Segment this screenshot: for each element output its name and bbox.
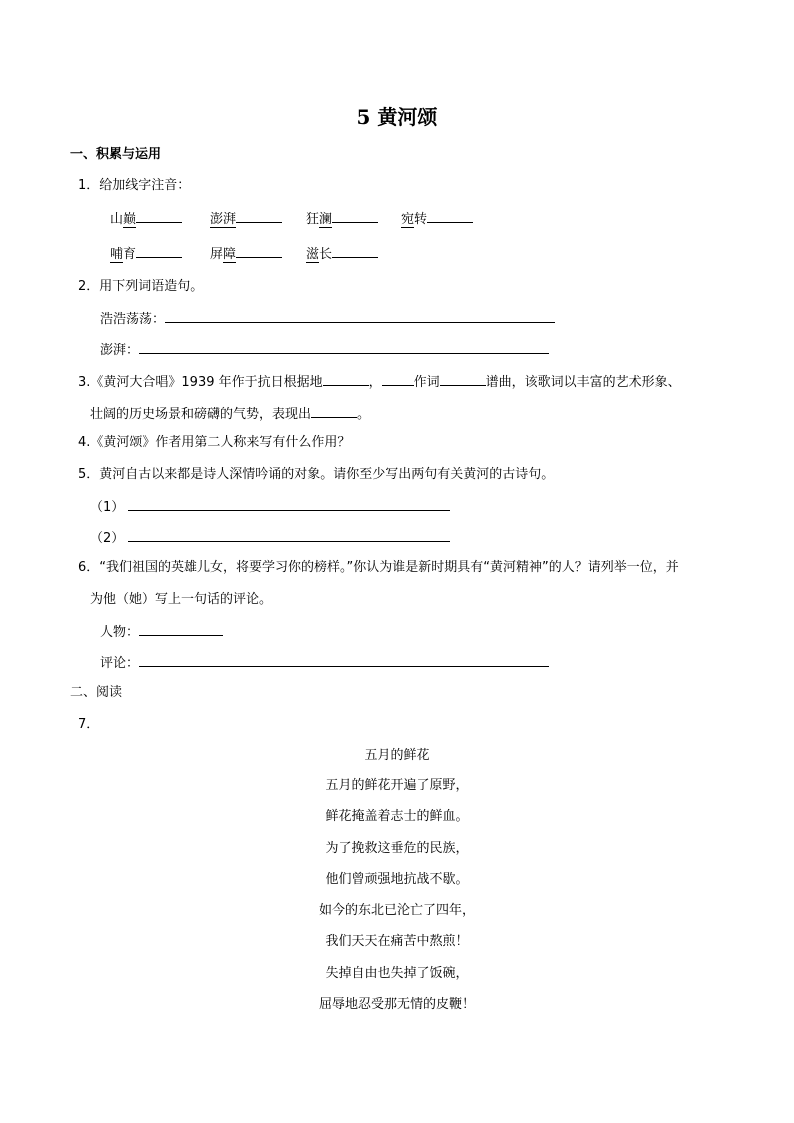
poem-line-item: （1） <box>90 497 450 517</box>
answer-blank[interactable] <box>139 622 223 636</box>
poem-title: 五月的鲜花 <box>364 748 430 763</box>
answer-blank[interactable] <box>311 404 357 418</box>
answer-blank[interactable] <box>440 372 486 386</box>
question-7-label: 7． <box>78 717 100 732</box>
answer-blank[interactable] <box>236 244 282 258</box>
question-2-label: 2．用下列词语造句。 <box>78 279 204 294</box>
poem-line: 他们曾顽强地抗战不歇。 <box>325 872 469 887</box>
question-6-line-1: 6．“我们祖国的英雄儿女，将要学习你的榜样。”你认为谁是新时期具有“黄河精神”的人？请列举一位，并 <box>78 560 679 575</box>
answer-blank[interactable] <box>323 372 369 386</box>
answer-blank[interactable] <box>332 209 378 223</box>
poem-line: 鲜花掩盖着志士的鲜血。 <box>325 809 469 824</box>
poem-line: 失掉自由也失掉了饭碗， <box>325 966 469 981</box>
poem-line: 屈辱地忍受那无情的皮鞭！ <box>318 997 475 1012</box>
answer-line[interactable] <box>165 309 555 323</box>
pinyin-item: 哺育 <box>110 244 182 264</box>
answer-line[interactable] <box>139 340 549 354</box>
poem-line: 五月的鲜花开遍了原野， <box>325 778 469 793</box>
section-heading-1: 一、积累与运用 <box>70 147 162 162</box>
pinyin-item: 宛转 <box>401 209 473 229</box>
poem-line: 我们天天在痛苦中熬煎！ <box>325 934 469 949</box>
comment-item: 评论： <box>100 653 549 673</box>
answer-line[interactable] <box>128 497 450 511</box>
sentence-item: 澎湃： <box>100 340 549 360</box>
poem-line-item: （2） <box>90 528 450 548</box>
question-3-line-1: 3.《黄河大合唱》1939 年作于抗日根据地 ， 作词 谱曲，该歌词以丰富的艺术形象、 <box>78 372 681 392</box>
question-1-label: 1．给加线字注音： <box>78 178 191 193</box>
pinyin-item: 屏障 <box>210 244 282 264</box>
page-title: 5 黄河颂 <box>356 105 438 129</box>
sentence-item: 浩浩荡荡： <box>100 309 555 329</box>
answer-blank[interactable] <box>136 244 182 258</box>
answer-blank[interactable] <box>427 209 473 223</box>
section-heading-2: 二、阅读 <box>70 685 123 700</box>
pinyin-item: 狂澜 <box>306 209 378 229</box>
pinyin-item: 山巅 <box>110 209 182 229</box>
person-item: 人物： <box>100 622 223 642</box>
question-6-line-2: 为他（她）写上一句话的评论。 <box>90 592 273 607</box>
question-3-line-2: 壮阔的历史场景和磅礴的气势，表现出 。 <box>90 404 370 424</box>
answer-blank[interactable] <box>382 372 414 386</box>
pinyin-item: 澎湃 <box>210 209 282 229</box>
poem-line: 如今的东北已沦亡了四年， <box>318 903 475 918</box>
answer-line[interactable] <box>128 528 450 542</box>
answer-blank[interactable] <box>136 209 182 223</box>
poem-line: 为了挽救这垂危的民族， <box>325 841 469 856</box>
question-5-label: 5．黄河自古以来都是诗人深情吟诵的对象。请你至少写出两句有关黄河的古诗句。 <box>78 467 555 482</box>
answer-line[interactable] <box>139 653 549 667</box>
pinyin-item: 滋长 <box>306 244 378 264</box>
answer-blank[interactable] <box>332 244 378 258</box>
answer-blank[interactable] <box>236 209 282 223</box>
question-4: 4.《黄河颂》作者用第二人称来写有什么作用？ <box>78 435 351 450</box>
